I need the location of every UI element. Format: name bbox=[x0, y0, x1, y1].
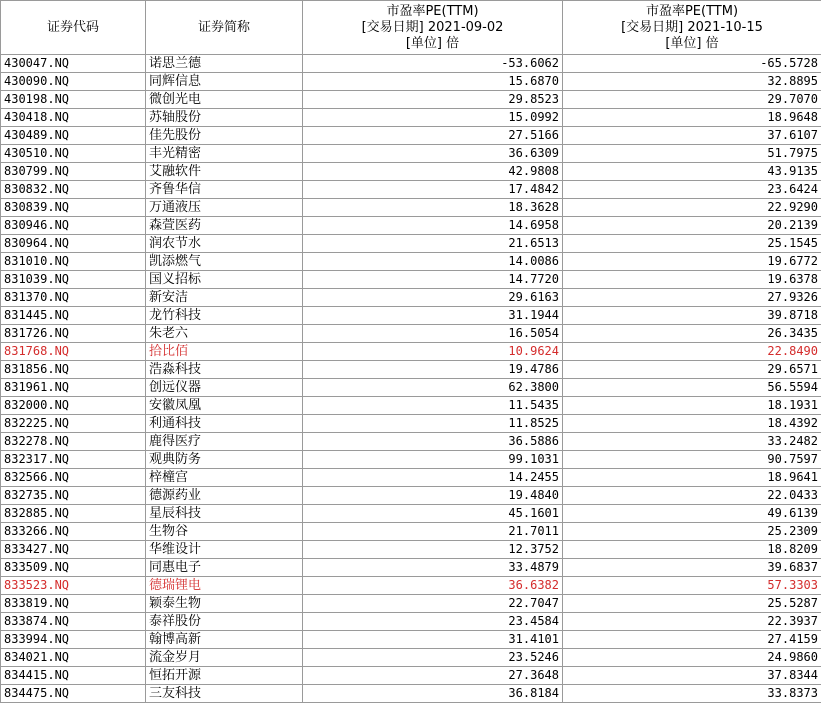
security-code-cell[interactable]: 832000.NQ bbox=[1, 397, 146, 415]
header-pe1-title: 市盈率PE(TTM) bbox=[386, 3, 479, 19]
header-pe-2021-10-15[interactable] bbox=[563, 1, 821, 55]
security-name-cell[interactable]: 鹿得医疗 bbox=[146, 433, 303, 451]
pe-2021-09-02-cell[interactable]: 14.2455 bbox=[303, 469, 563, 487]
security-code-cell[interactable]: 831856.NQ bbox=[1, 361, 146, 379]
security-name-cell[interactable]: 艾融软件 bbox=[146, 163, 303, 181]
security-code-cell[interactable]: 832225.NQ bbox=[1, 415, 146, 433]
security-name-cell[interactable]: 德瑞锂电 bbox=[146, 577, 303, 595]
pe-2021-10-15-cell[interactable]: 26.3435 bbox=[563, 325, 821, 343]
table-row bbox=[1, 541, 821, 559]
pe-2021-10-15-cell[interactable]: 22.9290 bbox=[563, 199, 821, 217]
security-name-cell[interactable]: 森萱医药 bbox=[146, 217, 303, 235]
pe-2021-09-02-cell[interactable]: 36.8184 bbox=[303, 685, 563, 703]
pe-2021-10-15-cell[interactable]: 25.1545 bbox=[563, 235, 821, 253]
pe-2021-09-02-cell[interactable]: 42.9808 bbox=[303, 163, 563, 181]
security-code-cell[interactable]: 833427.NQ bbox=[1, 541, 146, 559]
security-name-cell[interactable]: 颖泰生物 bbox=[146, 595, 303, 613]
pe-2021-10-15-cell[interactable]: 18.9648 bbox=[563, 109, 821, 127]
pe-2021-09-02-cell[interactable]: 36.6382 bbox=[303, 577, 563, 595]
pe-2021-09-02-cell[interactable]: 29.8523 bbox=[303, 91, 563, 109]
security-code-cell[interactable]: 832885.NQ bbox=[1, 505, 146, 523]
pe-2021-09-02-cell[interactable]: 10.9624 bbox=[303, 343, 563, 361]
table-row bbox=[1, 415, 821, 433]
table-row bbox=[1, 55, 821, 73]
table-row bbox=[1, 451, 821, 469]
security-code-cell[interactable]: 830839.NQ bbox=[1, 199, 146, 217]
pe-2021-09-02-cell[interactable]: 99.1031 bbox=[303, 451, 563, 469]
header-pe2-unit: [单位] 倍 bbox=[665, 35, 719, 51]
table-row bbox=[1, 199, 821, 217]
pe-2021-10-15-cell[interactable]: 25.2309 bbox=[563, 523, 821, 541]
pe-2021-10-15-cell[interactable]: 19.6378 bbox=[563, 271, 821, 289]
pe-2021-10-15-cell[interactable]: 24.9860 bbox=[563, 649, 821, 667]
header-pe-2021-09-02[interactable] bbox=[303, 1, 563, 55]
security-name-cell[interactable]: 齐鲁华信 bbox=[146, 181, 303, 199]
security-code-cell[interactable]: 831010.NQ bbox=[1, 253, 146, 271]
table-row bbox=[1, 289, 821, 307]
security-code-cell[interactable]: 430418.NQ bbox=[1, 109, 146, 127]
table-row bbox=[1, 577, 821, 595]
pe-2021-10-15-cell[interactable]: 39.6837 bbox=[563, 559, 821, 577]
table-row bbox=[1, 649, 821, 667]
pe-2021-09-02-cell[interactable]: 15.6870 bbox=[303, 73, 563, 91]
table-row bbox=[1, 631, 821, 649]
pe-2021-09-02-cell[interactable]: -53.6062 bbox=[303, 55, 563, 73]
table-row bbox=[1, 613, 821, 631]
table-row bbox=[1, 307, 821, 325]
pe-2021-10-15-cell[interactable]: 51.7975 bbox=[563, 145, 821, 163]
table-row bbox=[1, 559, 821, 577]
table-row bbox=[1, 253, 821, 271]
pe-2021-10-15-cell[interactable]: 19.6772 bbox=[563, 253, 821, 271]
pe-2021-09-02-cell[interactable]: 31.1944 bbox=[303, 307, 563, 325]
header-pe1-date: [交易日期] 2021-09-02 bbox=[361, 19, 504, 35]
security-name-cell[interactable]: 翰博高新 bbox=[146, 631, 303, 649]
pe-2021-10-15-cell[interactable]: 43.9135 bbox=[563, 163, 821, 181]
pe-2021-10-15-cell[interactable]: 25.5287 bbox=[563, 595, 821, 613]
pe-2021-09-02-cell[interactable]: 19.4840 bbox=[303, 487, 563, 505]
pe-2021-10-15-cell[interactable]: 90.7597 bbox=[563, 451, 821, 469]
pe-2021-09-02-cell[interactable]: 19.4786 bbox=[303, 361, 563, 379]
table-row bbox=[1, 667, 821, 685]
security-name-cell[interactable]: 拾比佰 bbox=[146, 343, 303, 361]
pe-2021-10-15-cell[interactable]: 27.4159 bbox=[563, 631, 821, 649]
security-code-cell[interactable]: 832278.NQ bbox=[1, 433, 146, 451]
security-name-cell[interactable]: 创远仪器 bbox=[146, 379, 303, 397]
pe-2021-10-15-cell[interactable]: 32.8895 bbox=[563, 73, 821, 91]
pe-2021-09-02-cell[interactable]: 27.5166 bbox=[303, 127, 563, 145]
pe-2021-10-15-cell[interactable]: 37.8344 bbox=[563, 667, 821, 685]
security-code-cell[interactable]: 833266.NQ bbox=[1, 523, 146, 541]
security-code-cell[interactable]: 834475.NQ bbox=[1, 685, 146, 703]
table-row bbox=[1, 397, 821, 415]
security-code-cell[interactable]: 831961.NQ bbox=[1, 379, 146, 397]
pe-2021-10-15-cell[interactable]: 29.7070 bbox=[563, 91, 821, 109]
table-row bbox=[1, 73, 821, 91]
security-name-cell[interactable]: 朱老六 bbox=[146, 325, 303, 343]
header-code[interactable]: 证券代码 bbox=[1, 1, 146, 55]
pe-2021-10-15-cell[interactable]: 20.2139 bbox=[563, 217, 821, 235]
security-name-cell[interactable]: 诺思兰德 bbox=[146, 55, 303, 73]
security-code-cell[interactable]: 831726.NQ bbox=[1, 325, 146, 343]
table-row bbox=[1, 235, 821, 253]
security-name-cell[interactable]: 恒拓开源 bbox=[146, 667, 303, 685]
pe-2021-09-02-cell[interactable]: 11.5435 bbox=[303, 397, 563, 415]
pe-2021-10-15-cell[interactable]: 39.8718 bbox=[563, 307, 821, 325]
pe-2021-10-15-cell[interactable]: 18.1931 bbox=[563, 397, 821, 415]
security-code-cell[interactable]: 833994.NQ bbox=[1, 631, 146, 649]
security-code-cell[interactable]: 830964.NQ bbox=[1, 235, 146, 253]
table-row bbox=[1, 487, 821, 505]
security-code-cell[interactable]: 834021.NQ bbox=[1, 649, 146, 667]
pe-2021-10-15-cell[interactable]: 56.5594 bbox=[563, 379, 821, 397]
pe-2021-10-15-cell[interactable]: 22.0433 bbox=[563, 487, 821, 505]
pe-2021-09-02-cell[interactable]: 27.3648 bbox=[303, 667, 563, 685]
pe-2021-10-15-cell[interactable]: 22.8490 bbox=[563, 343, 821, 361]
pe-2021-09-02-cell[interactable]: 15.0992 bbox=[303, 109, 563, 127]
security-name-cell[interactable]: 微创光电 bbox=[146, 91, 303, 109]
security-name-cell[interactable]: 苏轴股份 bbox=[146, 109, 303, 127]
security-code-cell[interactable]: 833509.NQ bbox=[1, 559, 146, 577]
pe-2021-09-02-cell[interactable]: 14.7720 bbox=[303, 271, 563, 289]
security-name-cell[interactable]: 新安洁 bbox=[146, 289, 303, 307]
security-code-cell[interactable]: 830799.NQ bbox=[1, 163, 146, 181]
security-name-cell[interactable]: 佳先股份 bbox=[146, 127, 303, 145]
security-name-cell[interactable]: 润农节水 bbox=[146, 235, 303, 253]
table-row bbox=[1, 127, 821, 145]
pe-2021-09-02-cell[interactable]: 29.6163 bbox=[303, 289, 563, 307]
pe-2021-10-15-cell[interactable]: 33.2482 bbox=[563, 433, 821, 451]
security-code-cell[interactable]: 830946.NQ bbox=[1, 217, 146, 235]
pe-2021-09-02-cell[interactable]: 22.7047 bbox=[303, 595, 563, 613]
pe-2021-10-15-cell[interactable]: 37.6107 bbox=[563, 127, 821, 145]
table-row bbox=[1, 325, 821, 343]
pe-2021-09-02-cell[interactable]: 14.0086 bbox=[303, 253, 563, 271]
table-row bbox=[1, 685, 821, 703]
table-row bbox=[1, 91, 821, 109]
table-row bbox=[1, 433, 821, 451]
security-code-cell[interactable]: 430510.NQ bbox=[1, 145, 146, 163]
table-row bbox=[1, 109, 821, 127]
header-pe2-date: [交易日期] 2021-10-15 bbox=[621, 19, 763, 35]
pe-2021-09-02-cell[interactable]: 23.5246 bbox=[303, 649, 563, 667]
pe-2021-10-15-cell[interactable]: 22.3937 bbox=[563, 613, 821, 631]
security-code-cell[interactable]: 831768.NQ bbox=[1, 343, 146, 361]
pe-2021-09-02-cell[interactable]: 21.6513 bbox=[303, 235, 563, 253]
pe-2021-10-15-cell[interactable]: 29.6571 bbox=[563, 361, 821, 379]
header-pe1-unit: [单位] 倍 bbox=[405, 35, 460, 51]
pe-2021-09-02-cell[interactable]: 62.3800 bbox=[303, 379, 563, 397]
security-name-cell[interactable]: 生物谷 bbox=[146, 523, 303, 541]
header-pe2-title: 市盈率PE(TTM) bbox=[645, 3, 739, 19]
security-name-cell[interactable]: 观典防务 bbox=[146, 451, 303, 469]
security-name-cell[interactable]: 丰光精密 bbox=[146, 145, 303, 163]
pe-2021-10-15-cell[interactable]: 23.6424 bbox=[563, 181, 821, 199]
security-name-cell[interactable]: 安徽凤凰 bbox=[146, 397, 303, 415]
security-code-cell[interactable]: 833874.NQ bbox=[1, 613, 146, 631]
pe-2021-10-15-cell[interactable]: 33.8373 bbox=[563, 685, 821, 703]
pe-2021-09-02-cell[interactable]: 12.3752 bbox=[303, 541, 563, 559]
pe-2021-10-15-cell[interactable]: 18.8209 bbox=[563, 541, 821, 559]
pe-2021-09-02-cell[interactable]: 11.8525 bbox=[303, 415, 563, 433]
security-name-cell[interactable]: 国义招标 bbox=[146, 271, 303, 289]
pe-2021-10-15-cell[interactable]: -65.5728 bbox=[563, 55, 821, 73]
pe-2021-09-02-cell[interactable]: 36.6309 bbox=[303, 145, 563, 163]
security-code-cell[interactable]: 831370.NQ bbox=[1, 289, 146, 307]
security-code-cell[interactable]: 832735.NQ bbox=[1, 487, 146, 505]
security-code-cell[interactable]: 834415.NQ bbox=[1, 667, 146, 685]
pe-2021-09-02-cell[interactable]: 36.5886 bbox=[303, 433, 563, 451]
table-row bbox=[1, 523, 821, 541]
security-name-cell[interactable]: 龙竹科技 bbox=[146, 307, 303, 325]
pe-2021-09-02-cell[interactable]: 31.4101 bbox=[303, 631, 563, 649]
security-code-cell[interactable]: 832317.NQ bbox=[1, 451, 146, 469]
table-row bbox=[1, 145, 821, 163]
table-row bbox=[1, 379, 821, 397]
security-name-cell[interactable]: 浩淼科技 bbox=[146, 361, 303, 379]
table-row bbox=[1, 343, 821, 361]
pe-2021-09-02-cell[interactable]: 45.1601 bbox=[303, 505, 563, 523]
security-code-cell[interactable]: 430090.NQ bbox=[1, 73, 146, 91]
table-row bbox=[1, 505, 821, 523]
security-name-cell[interactable]: 星辰科技 bbox=[146, 505, 303, 523]
security-name-cell[interactable]: 泰祥股份 bbox=[146, 613, 303, 631]
table-row bbox=[1, 217, 821, 235]
security-name-cell[interactable]: 三友科技 bbox=[146, 685, 303, 703]
pe-2021-10-15-cell[interactable]: 57.3303 bbox=[563, 577, 821, 595]
security-name-cell[interactable]: 流金岁月 bbox=[146, 649, 303, 667]
security-name-cell[interactable]: 德源药业 bbox=[146, 487, 303, 505]
table-row bbox=[1, 469, 821, 487]
security-code-cell[interactable]: 430489.NQ bbox=[1, 127, 146, 145]
pe-2021-10-15-cell[interactable]: 49.6139 bbox=[563, 505, 821, 523]
security-code-cell[interactable]: 832566.NQ bbox=[1, 469, 146, 487]
pe-2021-09-02-cell[interactable]: 14.6958 bbox=[303, 217, 563, 235]
security-code-cell[interactable]: 830832.NQ bbox=[1, 181, 146, 199]
pe-2021-10-15-cell[interactable]: 18.9641 bbox=[563, 469, 821, 487]
table-row bbox=[1, 361, 821, 379]
security-name-cell[interactable]: 凯添燃气 bbox=[146, 253, 303, 271]
security-code-cell[interactable]: 831445.NQ bbox=[1, 307, 146, 325]
pe-2021-10-15-cell[interactable]: 18.4392 bbox=[563, 415, 821, 433]
security-code-cell[interactable]: 430047.NQ bbox=[1, 55, 146, 73]
security-code-cell[interactable]: 833819.NQ bbox=[1, 595, 146, 613]
security-code-cell[interactable]: 831039.NQ bbox=[1, 271, 146, 289]
pe-2021-09-02-cell[interactable]: 21.7011 bbox=[303, 523, 563, 541]
security-name-cell[interactable]: 利通科技 bbox=[146, 415, 303, 433]
table-body bbox=[1, 55, 821, 703]
security-code-cell[interactable]: 430198.NQ bbox=[1, 91, 146, 109]
header-name[interactable]: 证券简称 bbox=[146, 1, 303, 55]
pe-2021-09-02-cell[interactable]: 33.4879 bbox=[303, 559, 563, 577]
security-name-cell[interactable]: 同惠电子 bbox=[146, 559, 303, 577]
pe-2021-09-02-cell[interactable]: 16.5054 bbox=[303, 325, 563, 343]
table-row bbox=[1, 181, 821, 199]
pe-2021-09-02-cell[interactable]: 18.3628 bbox=[303, 199, 563, 217]
table-row bbox=[1, 163, 821, 181]
security-name-cell[interactable]: 同辉信息 bbox=[146, 73, 303, 91]
security-name-cell[interactable]: 梓橦宫 bbox=[146, 469, 303, 487]
header-row bbox=[1, 1, 821, 55]
security-name-cell[interactable]: 万通液压 bbox=[146, 199, 303, 217]
pe-2021-09-02-cell[interactable]: 17.4842 bbox=[303, 181, 563, 199]
table-row bbox=[1, 595, 821, 613]
security-name-cell[interactable]: 华维设计 bbox=[146, 541, 303, 559]
security-code-cell[interactable]: 833523.NQ bbox=[1, 577, 146, 595]
table-row bbox=[1, 271, 821, 289]
pe-2021-10-15-cell[interactable]: 27.9326 bbox=[563, 289, 821, 307]
pe-2021-09-02-cell[interactable]: 23.4584 bbox=[303, 613, 563, 631]
